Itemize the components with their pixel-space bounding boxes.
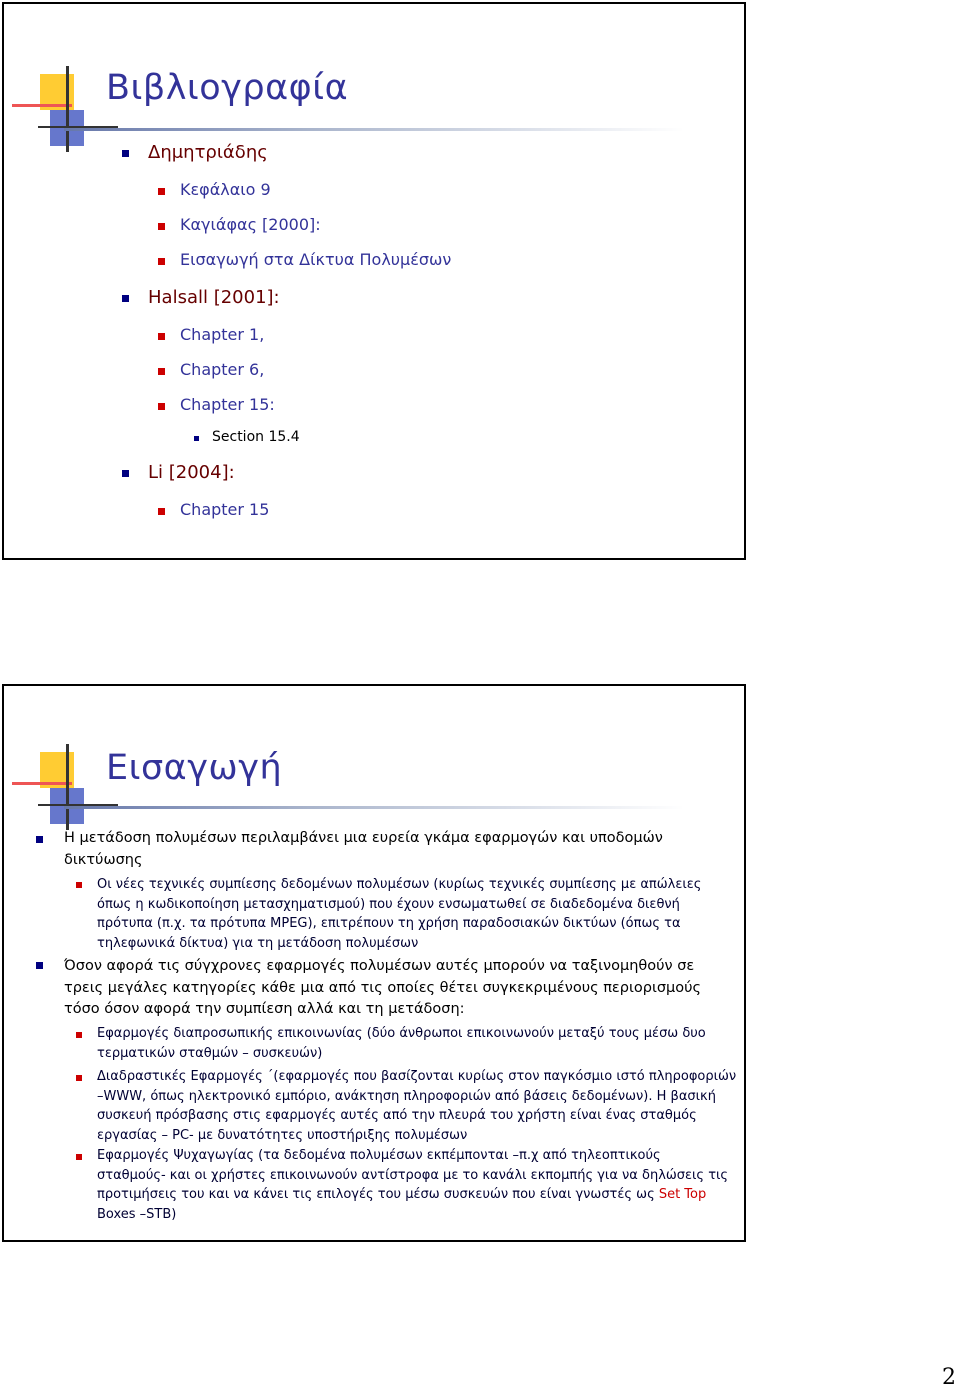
bib-subitem: Chapter 1, [180, 325, 265, 344]
bib-subitem: Chapter 15: [180, 395, 275, 414]
category-interactive: Διαδραστικές Εφαρμογές ΄(εφαρμογές που βασίζονται κυρίως στον παγκόσμιο ιστό πληροφοριών –WWW, όπως ηλεκτρονικό εμπόριο, ανάκτηση πληροφοριών από βάσεις δεδομένων). Η βασική συσκευή πρόσβασης στις εφαρμογές αυτές από την πλευρά του χρήστη είναι ένας σταθμός εργασίας – PC- με δυνατότητες υποστήριξης πολυμέσων [97, 1069, 737, 1143]
bib-item: Halsall [2001]: [148, 287, 280, 308]
bib-subsubitem: Section 15.4 [212, 429, 300, 445]
bullet-square-icon [158, 333, 165, 340]
bib-item: Li [2004]: [148, 462, 235, 483]
slide-logo-decoration [12, 66, 112, 158]
bullet-square-icon [76, 1032, 82, 1038]
bullet-square-icon [158, 258, 165, 265]
bullet-square-icon [158, 188, 165, 195]
bullet-square-icon [122, 295, 129, 302]
bullet-square-icon [76, 1075, 82, 1081]
slide-bibliography [2, 2, 746, 560]
category-entertainment: Εφαρμογές Ψυχαγωγίας (τα δεδομένα πολυμέσων εκπέμπονται –π.χ από τηλεοπτικούς σταθμούς- και οι χρήστες επικοινωνούν αντίστροφα με το κανάλι εκπομπής για να δηλώσεις τις προτιμήσεις του και να κάνει τις επιλογές του μέσω συσκευών που είναι γνωστές ως Set Top Boxes –STB) [97, 1148, 729, 1222]
bullet-square-icon [158, 368, 165, 375]
slide-introduction [2, 684, 746, 1242]
bullet-square-icon [158, 508, 165, 515]
intro-subparagraph-1: Οι νέες τεχνικές συμπίεσης δεδομένων πολυμέσων (κυρίως τεχνικές συμπίεσης με απώλειες όπως η κωδικοποίηση μετασχηματισμού) που έχουν ενσωματωθεί σε διαδεδομένα διεθνή πρότυπα (π.χ. τα πρότυπα MPEG), επιτρέπουν τη χρήση παραδοσιακών δικτύων (όπως τα τηλεφωνικά δίκτυα) για τη μετάδοση πολυμέσων [97, 877, 702, 951]
bib-subitem: Καγιάφας [2000]: [180, 215, 321, 234]
bullet-square-icon [122, 150, 129, 157]
title-divider [64, 128, 684, 131]
bullet-square-icon [76, 882, 82, 888]
bullet-square-icon [36, 836, 43, 843]
bullet-square-icon [194, 436, 199, 441]
bullet-square-icon [158, 223, 165, 230]
intro-paragraph-1: Η μετάδοση πολυμέσων περιλαμβάνει μια ευρεία γκάμα εφαρμογών και υποδομών δικτύωσης [64, 830, 663, 868]
slide-title: Εισαγωγή [106, 748, 283, 788]
title-divider [64, 806, 684, 809]
bib-subitem: Chapter 15 [180, 500, 270, 519]
bullet-square-icon [122, 470, 129, 477]
slide-title: Βιβλιογραφία [106, 68, 349, 108]
bib-subitem: Chapter 6, [180, 360, 265, 379]
page-number: 2 [942, 1365, 956, 1390]
slide-logo-decoration [12, 744, 112, 836]
bib-subitem: Εισαγωγή στα Δίκτυα Πολυμέσων [180, 250, 452, 269]
bullet-square-icon [76, 1154, 82, 1160]
bib-subitem: Κεφάλαιο 9 [180, 180, 271, 199]
intro-paragraph-2: Όσον αφορά τις σύγχρονες εφαρμογές πολυμέσων αυτές μπορούν να ταξινομηθούν σε τρεις μεγάλες κατηγορίες κάθε μια από τις οποίες θέτει συγκεκριμένους περιορισμούς τόσο όσον αφορά την συμπίεση αλλά και τη μετάδοση: [64, 958, 702, 1017]
bullet-square-icon [158, 403, 165, 410]
highlight-set-top: Set Top [658, 1187, 707, 1202]
category-interpersonal: Εφαρμογές διαπροσωπικής επικοινωνίας (δύο άνθρωποι επικοινωνούν μεταξύ τους μέσω δυο τερματικών σταθμών – συσκευών) [97, 1026, 706, 1061]
bib-item: Δημητριάδης [148, 142, 268, 163]
bullet-square-icon [36, 962, 43, 969]
